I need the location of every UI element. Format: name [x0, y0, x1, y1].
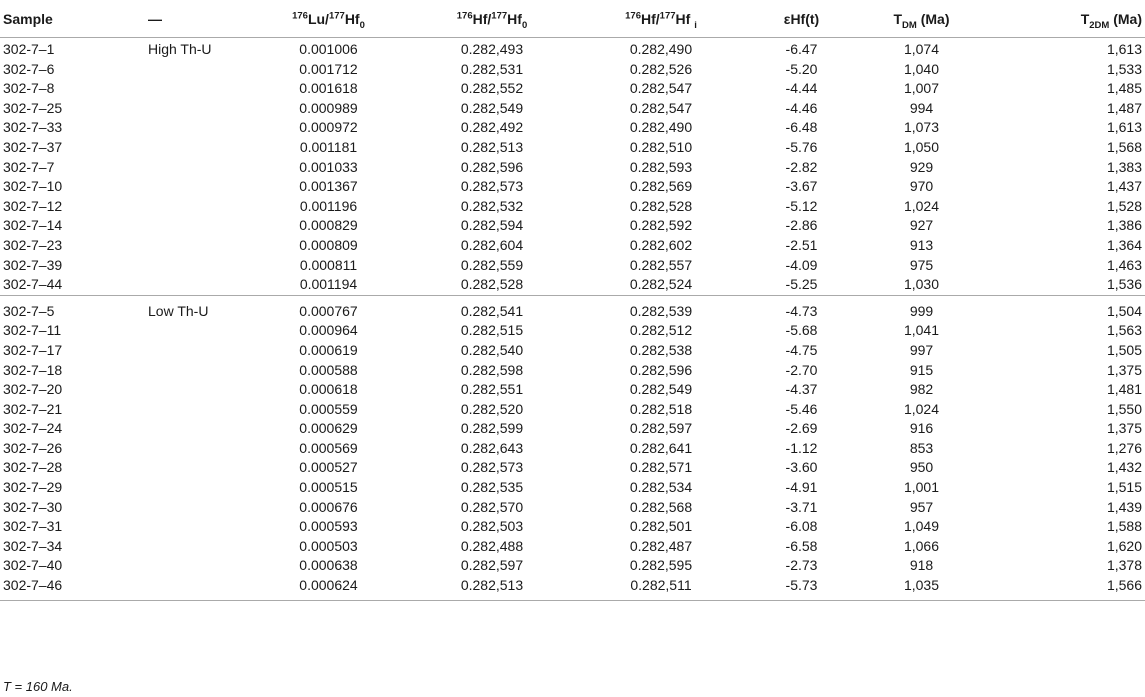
table-row [0, 99, 1145, 119]
cell-group [145, 138, 250, 158]
cell-epsilon-hf: -1.12 [785, 439, 818, 456]
cell-hf-i: 0.282,501 [629, 518, 693, 535]
cell-epsilon-hf: -4.75 [785, 341, 818, 358]
cell-t2dm: 1,375 [1106, 361, 1142, 378]
cell-hf-i: 0.282,547 [629, 99, 693, 116]
cell-epsilon-hf: -5.46 [785, 400, 818, 417]
group-high-th-u [0, 38, 1145, 296]
cell-hf-i: 0.282,571 [629, 459, 693, 476]
cell-tdm: 1,049 [903, 518, 940, 535]
cell-lu-hf: 0.000638 [299, 557, 358, 574]
cell-hf-0: 0.282,488 [460, 537, 524, 554]
cell-t2dm: 1,528 [1106, 197, 1142, 214]
cell-epsilon-hf: -3.60 [785, 459, 818, 476]
table-footnote: T = 160 Ma. [3, 679, 73, 694]
cell-sample: 302-7–21 [3, 400, 63, 417]
table-row [0, 118, 1145, 138]
cell-epsilon-hf: -2.70 [785, 361, 818, 378]
cell-hf-i: 0.282,593 [629, 158, 693, 175]
cell-epsilon-hf: -2.73 [785, 557, 818, 574]
cell-hf-0: 0.282,549 [460, 99, 524, 116]
cell-hf-0: 0.282,594 [460, 217, 524, 234]
cell-hf-0: 0.282,503 [460, 518, 524, 535]
cell-sample: 302-7–37 [3, 138, 63, 155]
cell-hf-i: 0.282,597 [629, 420, 693, 437]
cell-t2dm: 1,276 [1106, 439, 1142, 456]
cell-tdm: 1,050 [903, 138, 940, 155]
table-row [0, 60, 1145, 80]
cell-t2dm: 1,485 [1106, 80, 1142, 97]
cell-sample: 302-7–20 [3, 381, 63, 398]
cell-tdm: 929 [909, 158, 934, 175]
cell-group [145, 400, 250, 420]
cell-group [145, 341, 250, 361]
cell-hf-0: 0.282,551 [460, 381, 524, 398]
cell-lu-hf: 0.000811 [299, 256, 358, 273]
cell-t2dm: 1,481 [1106, 381, 1142, 398]
cell-hf-0: 0.282,559 [460, 256, 524, 273]
cell-group [145, 99, 250, 119]
header-t2dm: $T_{2DM}$ (Ma) [985, 0, 1145, 38]
cell-tdm: 1,007 [903, 80, 940, 97]
cell-lu-hf: 0.000593 [299, 518, 358, 535]
cell-t2dm: 1,613 [1106, 41, 1142, 57]
cell-group [145, 177, 250, 197]
cell-hf-0: 0.282,570 [460, 498, 524, 515]
cell-hf-i: 0.282,557 [629, 256, 693, 273]
cell-hf-i: 0.282,512 [629, 322, 693, 339]
cell-sample: 302-7–1 [3, 41, 55, 57]
table-row [0, 361, 1145, 381]
cell-tdm: 927 [909, 217, 934, 234]
cell-group: High Th-U [148, 41, 212, 57]
cell-lu-hf: 0.001006 [299, 41, 358, 57]
cell-group [145, 236, 250, 256]
cell-t2dm: 1,588 [1106, 518, 1142, 535]
cell-tdm: 1,040 [903, 60, 940, 77]
cell-hf-i: 0.282,490 [629, 119, 693, 136]
cell-hf-0: 0.282,597 [460, 557, 524, 574]
cell-hf-i: 0.282,534 [629, 479, 693, 496]
cell-lu-hf: 0.000767 [250, 295, 407, 321]
cell-t2dm: 1,378 [1106, 557, 1142, 574]
cell-t2dm: 1,463 [1106, 256, 1142, 273]
cell-tdm: 918 [909, 557, 934, 574]
cell-tdm: 1,035 [858, 576, 985, 600]
cell-sample: 302-7–24 [3, 420, 63, 437]
cell-lu-hf: 0.000829 [299, 217, 358, 234]
cell-group [145, 380, 250, 400]
cell-sample: 302-7–10 [3, 178, 63, 195]
cell-t2dm: 1,563 [1106, 322, 1142, 339]
cell-lu-hf: 0.001367 [299, 178, 358, 195]
cell-tdm: 999 [858, 295, 985, 321]
cell-epsilon-hf: -4.91 [785, 479, 818, 496]
cell-lu-hf: 0.000588 [299, 361, 358, 378]
cell-lu-hf: 0.000624 [250, 576, 407, 600]
cell-tdm: 994 [909, 99, 934, 116]
cell-group [145, 321, 250, 341]
cell-lu-hf: 0.000503 [299, 537, 358, 554]
cell-group [145, 537, 250, 557]
table-row [0, 517, 1145, 537]
cell-lu-hf: 0.000527 [299, 459, 358, 476]
cell-epsilon-hf: -4.44 [785, 80, 818, 97]
cell-lu-hf: 0.001712 [299, 60, 358, 77]
cell-group [145, 197, 250, 217]
cell-hf-0: 0.282,493 [460, 41, 524, 57]
cell-sample: 302-7–8 [3, 80, 55, 97]
cell-hf-i: 0.282,487 [629, 537, 693, 554]
cell-t2dm: 1,437 [1106, 178, 1142, 195]
cell-hf-i: 0.282,595 [629, 557, 693, 574]
cell-group [145, 216, 250, 236]
cell-sample: 302-7–12 [3, 197, 63, 214]
cell-sample: 302-7–31 [3, 518, 63, 535]
table-row [0, 400, 1145, 420]
cell-tdm: 982 [909, 381, 934, 398]
cell-sample: 302-7–40 [3, 557, 63, 574]
cell-group [145, 361, 250, 381]
cell-t2dm: 1,550 [1106, 400, 1142, 417]
cell-sample: 302-7–11 [3, 322, 62, 339]
table-row [0, 236, 1145, 256]
table-row [0, 295, 1145, 321]
cell-sample: 302-7–46 [0, 576, 145, 600]
cell-sample: 302-7–29 [3, 479, 63, 496]
cell-sample: 302-7–28 [3, 459, 63, 476]
cell-t2dm: 1,515 [1106, 479, 1142, 496]
cell-lu-hf: 0.000559 [299, 400, 358, 417]
cell-lu-hf: 0.000515 [299, 479, 358, 496]
cell-epsilon-hf: -5.12 [785, 197, 818, 214]
cell-t2dm: 1,439 [1106, 498, 1142, 515]
cell-hf-i: 0.282,539 [577, 295, 745, 321]
cell-lu-hf: 0.001194 [299, 276, 358, 293]
cell-hf-i: 0.282,528 [629, 197, 693, 214]
cell-hf-i: 0.282,568 [629, 498, 693, 515]
cell-tdm: 1,074 [903, 41, 940, 57]
cell-group [145, 256, 250, 276]
cell-epsilon-hf: -2.69 [785, 420, 818, 437]
cell-sample: 302-7–7 [3, 158, 55, 175]
cell-lu-hf: 0.000569 [299, 439, 358, 456]
cell-sample: 302-7–6 [3, 60, 55, 77]
cell-epsilon-hf: -5.76 [785, 138, 818, 155]
cell-lu-hf: 0.001196 [299, 197, 358, 214]
cell-group [145, 458, 250, 478]
cell-hf-i: 0.282,569 [629, 178, 693, 195]
cell-epsilon-hf: -6.58 [785, 537, 818, 554]
cell-sample: 302-7–23 [3, 236, 63, 253]
cell-tdm: 916 [909, 420, 934, 437]
cell-t2dm: 1,504 [985, 295, 1145, 321]
cell-sample: 302-7–25 [3, 99, 63, 116]
cell-lu-hf: 0.000989 [299, 99, 358, 116]
cell-tdm: 915 [909, 361, 934, 378]
table-row [0, 537, 1145, 557]
cell-hf-i: 0.282,602 [629, 236, 693, 253]
cell-group [145, 498, 250, 518]
cell-hf-i: 0.282,511 [577, 576, 745, 600]
cell-epsilon-hf: -6.08 [785, 518, 818, 535]
table-row [0, 158, 1145, 178]
table-row [0, 177, 1145, 197]
cell-group [145, 118, 250, 138]
cell-hf-i: 0.282,596 [629, 361, 693, 378]
cell-tdm: 1,024 [903, 400, 940, 417]
cell-hf-i: 0.282,538 [629, 341, 693, 358]
cell-t2dm: 1,536 [1106, 276, 1142, 293]
cell-lu-hf: 0.000809 [299, 236, 358, 253]
cell-hf-0: 0.282,515 [460, 322, 524, 339]
cell-group [145, 478, 250, 498]
cell-hf-0: 0.282,596 [460, 158, 524, 175]
cell-group [145, 576, 250, 600]
cell-lu-hf: 0.001033 [299, 158, 358, 175]
cell-tdm: 975 [909, 256, 934, 273]
cell-hf-i: 0.282,549 [629, 381, 693, 398]
cell-group [145, 275, 250, 295]
cell-sample: 302-7–5 [0, 295, 145, 321]
cell-epsilon-hf: -4.09 [785, 256, 818, 273]
header-epsilon-hf: εHf(t) [745, 0, 858, 38]
cell-epsilon-hf: -6.47 [785, 41, 818, 57]
table-row [0, 197, 1145, 217]
cell-sample: 302-7–30 [3, 498, 63, 515]
cell-t2dm: 1,620 [1106, 537, 1142, 554]
cell-group [145, 60, 250, 80]
cell-hf-0: 0.282,552 [460, 80, 524, 97]
header-sample: Sample [0, 0, 145, 38]
cell-hf-0: 0.282,520 [460, 400, 524, 417]
cell-epsilon-hf: -5.20 [785, 60, 818, 77]
cell-hf-i: 0.282,641 [629, 439, 693, 456]
cell-sample: 302-7–18 [3, 361, 63, 378]
cell-tdm: 1,001 [903, 479, 940, 496]
cell-group [145, 439, 250, 459]
cell-tdm: 970 [909, 178, 934, 195]
table-row [0, 321, 1145, 341]
cell-epsilon-hf: -4.37 [785, 381, 818, 398]
cell-hf-0: 0.282,573 [460, 459, 524, 476]
table-row [0, 556, 1145, 576]
table-row [0, 216, 1145, 236]
table-row [0, 256, 1145, 276]
cell-hf-0: 0.282,535 [460, 479, 524, 496]
cell-t2dm: 1,568 [1106, 138, 1142, 155]
cell-epsilon-hf: -6.48 [785, 119, 818, 136]
cell-tdm: 1,073 [903, 119, 940, 136]
group-low-th-u [0, 295, 1145, 600]
table-row [0, 478, 1145, 498]
cell-lu-hf: 0.000619 [299, 341, 358, 358]
cell-epsilon-hf: -3.71 [785, 498, 818, 515]
cell-sample: 302-7–14 [3, 217, 63, 234]
cell-epsilon-hf: -5.25 [785, 276, 818, 293]
cell-hf-0: 0.282,541 [407, 295, 577, 321]
cell-hf-0: 0.282,513 [407, 576, 577, 600]
cell-hf-0: 0.282,643 [460, 439, 524, 456]
cell-hf-0: 0.282,531 [460, 60, 524, 77]
cell-t2dm: 1,375 [1106, 420, 1142, 437]
cell-lu-hf: 0.000676 [299, 498, 358, 515]
cell-lu-hf: 0.000629 [299, 420, 358, 437]
cell-hf-i: 0.282,490 [629, 41, 693, 57]
cell-hf-0: 0.282,528 [460, 276, 524, 293]
cell-epsilon-hf: -5.73 [745, 576, 858, 600]
table-row [0, 79, 1145, 99]
cell-t2dm: 1,566 [985, 576, 1145, 600]
cell-group [145, 556, 250, 576]
cell-lu-hf: 0.000972 [299, 119, 358, 136]
cell-t2dm: 1,386 [1106, 217, 1142, 234]
cell-tdm: 950 [909, 459, 934, 476]
cell-group [145, 419, 250, 439]
cell-epsilon-hf: -4.46 [785, 99, 818, 116]
table-row [0, 419, 1145, 439]
cell-t2dm: 1,487 [1106, 99, 1142, 116]
header-lu-hf-ratio: $^{176}Lu/^{177}Hf_0$ [250, 0, 407, 38]
cell-t2dm: 1,383 [1106, 158, 1142, 175]
cell-hf-i: 0.282,518 [629, 400, 693, 417]
cell-epsilon-hf: -3.67 [785, 178, 818, 195]
cell-hf-i: 0.282,526 [629, 60, 693, 77]
cell-sample: 302-7–26 [3, 439, 63, 456]
cell-hf-0: 0.282,513 [460, 138, 524, 155]
cell-tdm: 1,066 [903, 537, 940, 554]
cell-group [145, 517, 250, 537]
cell-group [145, 79, 250, 99]
cell-sample: 302-7–44 [3, 276, 63, 293]
cell-lu-hf: 0.001618 [299, 80, 358, 97]
header-hf-ratio-0: $^{176}Hf/^{177}Hf_0$ [407, 0, 577, 38]
header-group: — [145, 0, 250, 38]
cell-sample: 302-7–17 [3, 341, 63, 358]
cell-tdm: 957 [909, 498, 934, 515]
table-row [0, 380, 1145, 400]
cell-hf-0: 0.282,540 [460, 341, 524, 358]
cell-hf-i: 0.282,592 [629, 217, 693, 234]
cell-tdm: 1,030 [903, 276, 940, 293]
cell-t2dm: 1,533 [1106, 60, 1142, 77]
table-row [0, 275, 1145, 295]
cell-epsilon-hf: -4.73 [745, 295, 858, 321]
table-row [0, 498, 1145, 518]
cell-sample: 302-7–33 [3, 119, 63, 136]
table-row [0, 38, 1145, 60]
cell-t2dm: 1,505 [1106, 341, 1142, 358]
cell-tdm: 1,041 [903, 322, 940, 339]
cell-tdm: 1,024 [903, 197, 940, 214]
cell-lu-hf: 0.001181 [299, 138, 358, 155]
cell-sample: 302-7–39 [3, 256, 63, 273]
cell-lu-hf: 0.000964 [299, 322, 358, 339]
cell-group: Low Th-U [145, 295, 250, 321]
header-tdm: $T_{DM}$ (Ma) [858, 0, 985, 38]
cell-t2dm: 1,432 [1106, 459, 1142, 476]
cell-hf-0: 0.282,604 [460, 236, 524, 253]
table-row [0, 341, 1145, 361]
cell-hf-0: 0.282,598 [460, 361, 524, 378]
cell-t2dm: 1,613 [1106, 119, 1142, 136]
cell-tdm: 913 [909, 236, 934, 253]
cell-tdm: 853 [909, 439, 934, 456]
cell-epsilon-hf: -2.86 [785, 217, 818, 234]
cell-hf-0: 0.282,573 [460, 178, 524, 195]
cell-epsilon-hf: -2.82 [785, 158, 818, 175]
table-row [0, 458, 1145, 478]
cell-hf-i: 0.282,547 [629, 80, 693, 97]
cell-lu-hf: 0.000618 [299, 381, 358, 398]
cell-sample: 302-7–34 [3, 537, 63, 554]
table-row [0, 138, 1145, 158]
header-hf-ratio-i: $^{176}$Hf/$^{177}$Hf $_i$ [577, 0, 745, 38]
cell-epsilon-hf: -2.51 [785, 236, 818, 253]
header-row [0, 0, 1145, 38]
cell-tdm: 997 [909, 341, 934, 358]
table-row [0, 576, 1145, 600]
cell-hf-i: 0.282,510 [629, 138, 693, 155]
cell-epsilon-hf: -5.68 [785, 322, 818, 339]
cell-hf-0: 0.282,492 [460, 119, 524, 136]
cell-t2dm: 1,364 [1106, 236, 1142, 253]
cell-hf-0: 0.282,599 [460, 420, 524, 437]
cell-group [145, 158, 250, 178]
cell-hf-i: 0.282,524 [629, 276, 693, 293]
cell-hf-0: 0.282,532 [460, 197, 524, 214]
table-row [0, 439, 1145, 459]
